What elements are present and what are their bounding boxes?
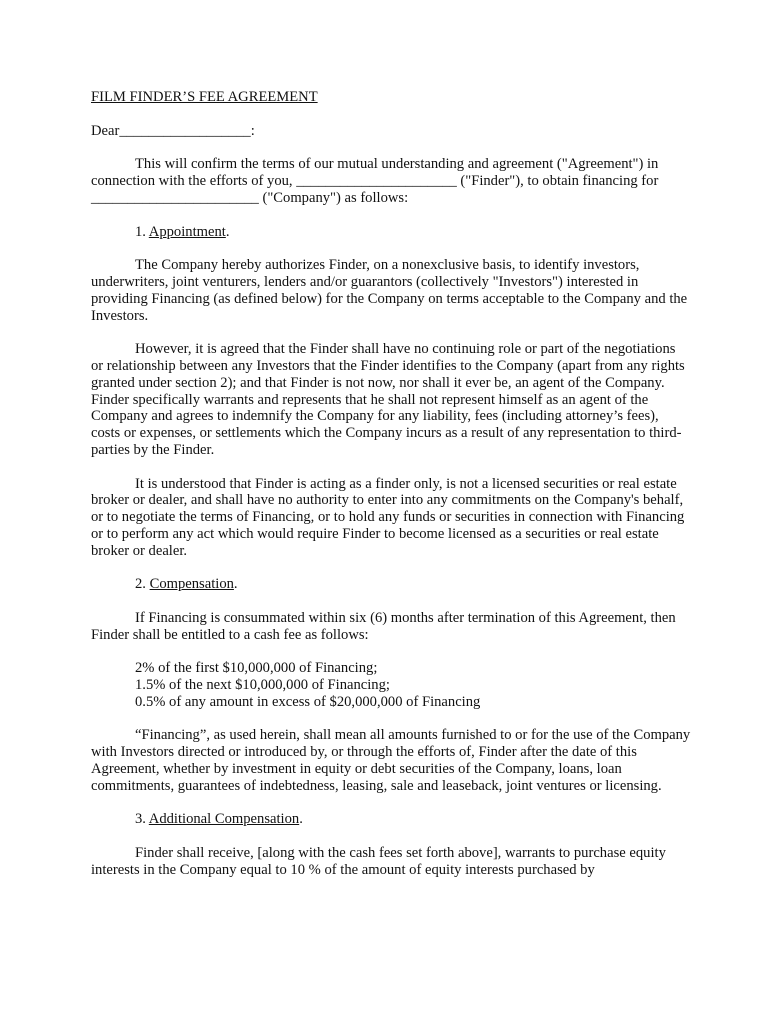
additional-compensation-paragraph: Finder shall receive, [along with the cash fees set forth above], warrants to purchase equity interests in the Company equal to 10 % of the amount of equity interests purchased by (91, 845, 666, 878)
section-heading-additional-compensation (91, 811, 691, 828)
fee-schedule (91, 660, 691, 710)
intro-paragraph: This will confirm the terms of our mutual understanding and agreement ("Agreement") in connection with the efforts of you, ______________________ ("Finder"), to obtain financing for _______________________ ("Company") as follows: (91, 156, 659, 206)
section-heading-appointment (91, 224, 691, 241)
fee-item: 2% of the first $10,000,000 of Financing; (135, 660, 378, 677)
section-suffix: . (233, 576, 238, 593)
document-title: FILM FINDER’S FEE AGREEMENT (91, 89, 318, 105)
fee-item: 0.5% of any amount in excess of $20,000,000 of Financing (135, 693, 481, 710)
salutation: Dear__________________: (91, 122, 255, 139)
section-number: 1. (135, 223, 149, 240)
compensation-intro: If Financing is consummated within six (6) months after termination of this Agreement, then Finder shall be entitled to a cash fee as follows: (91, 609, 676, 643)
section-heading-compensation (91, 576, 691, 593)
section-number: 2. (135, 576, 150, 593)
appointment-paragraph: It is understood that Finder is acting as a finder only, is not a licensed securities or real estate broker or dealer, and shall have no authority to enter into any commitments on the Company's behalf, or to negotiate the terms of Financing, or to hold any funds or securities in connection with Financing or to perform any act which would require Finder to become licensed as a securities or real estate broker or dealer. (91, 475, 685, 559)
financing-definition: “Financing”, as used herein, shall mean all amounts furnished to or for the use of the Company with Investors directed or introduced by, or through the efforts of, Finder after the date of this Agreement, whether by investment in equity or debt securities of the Company, loans, loan commitments, guarantees of indebtedness, leasing, sale and leaseback, joint ventures or licensing. (91, 727, 691, 794)
fee-item: 1.5% of the next $10,000,000 of Financing; (135, 677, 390, 694)
section-title: Appointment (148, 223, 226, 240)
section-suffix: . (299, 811, 303, 828)
appointment-paragraph: However, it is agreed that the Finder shall have no continuing role or part of the negotiations or relationship between any Investors that the Finder identifies to the Company (apart from any rights granted under section 2); and that Finder is not now, nor shall it ever be, an agent of the Company. Finder specifically warrants and represents that he shall not represent himself as an agent of the Company and agrees to indemnify the Company for any liability, fees (including attorney’s fees), costs or expenses, or settlements which the Company incurs as a result of any representation to third-parties by the Finder. (91, 341, 685, 458)
section-suffix: . (225, 223, 230, 240)
document-page (91, 89, 691, 895)
section-title: Compensation (149, 576, 234, 593)
section-title: Additional Compensation (148, 811, 300, 828)
appointment-paragraph: The Company hereby authorizes Finder, on a nonexclusive basis, to identify investors, underwriters, joint venturers, lenders and/or guarantors (collectively "Investors") interested in providing Financing (as defined below) for the Company on terms acceptable to the Company and the Investors. (91, 257, 688, 324)
section-number: 3. (135, 811, 149, 828)
